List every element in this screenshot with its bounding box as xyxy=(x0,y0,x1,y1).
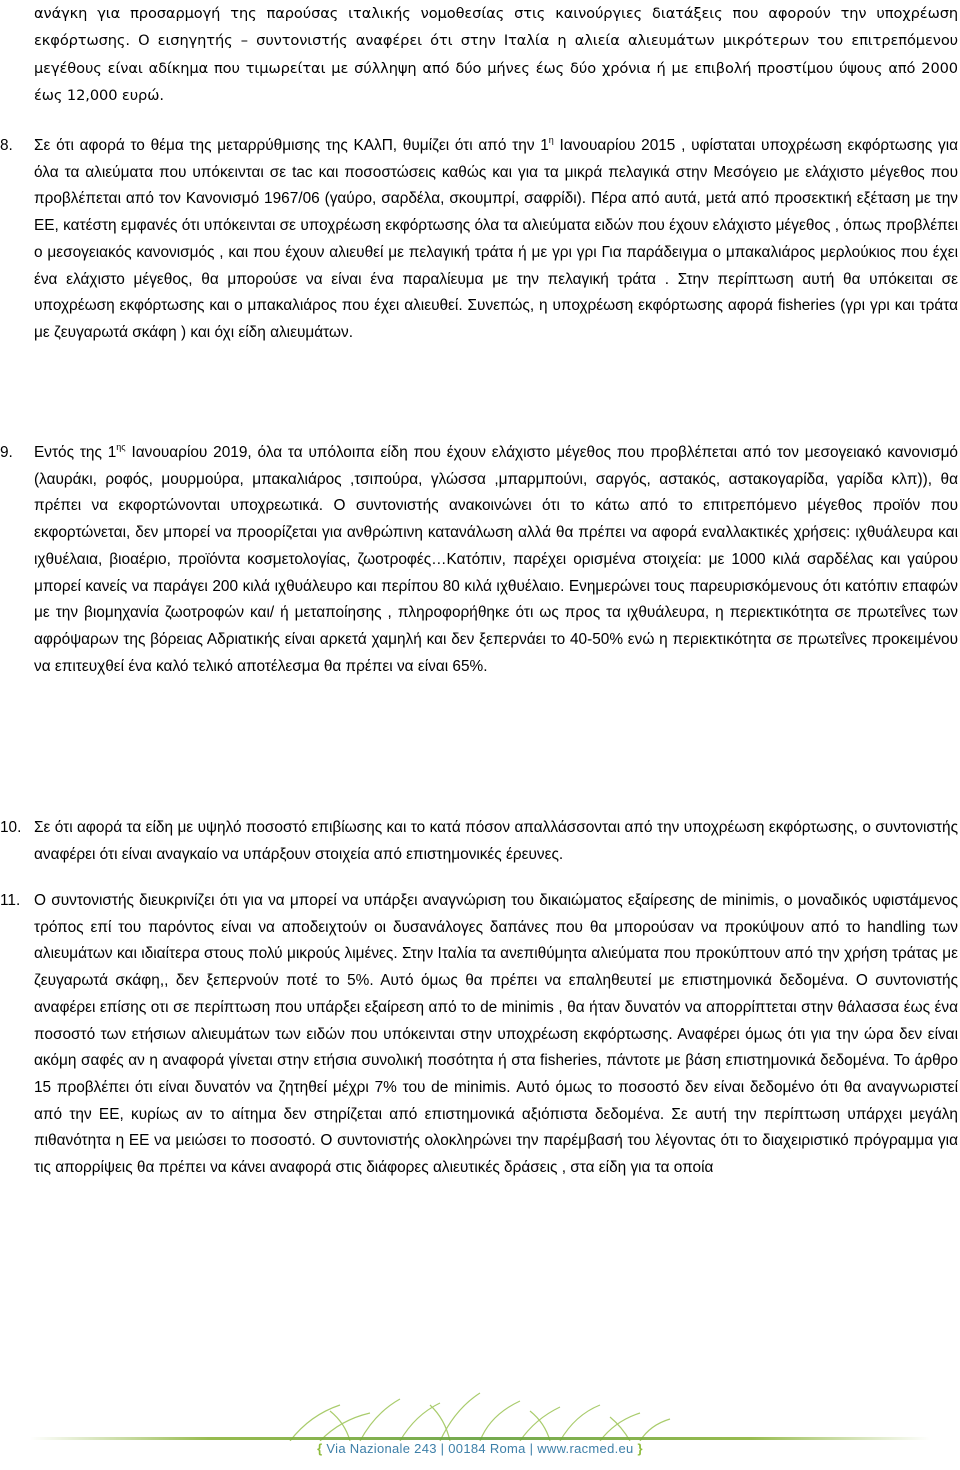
list-item-11 xyxy=(0,888,958,1182)
bracket-open: { xyxy=(317,1441,323,1456)
list-item-9 xyxy=(0,440,958,680)
item-text: Εντός της $1^{\eta\varsigma}$ Ιανουαρίου 2019, όλα τα υπόλοιπα είδη που έχουν ελάχιστο μέγεθος που προβλέπεται από τον μεσογειακό κανονισμό (λαυράκι, ροφός, μουρμούρα, μπακαλιάρος ,τσιπούρα, γλώσσα ,μπαρμπούνι, σαργός, αστακός, αστακογαρίδα, γαρίδα κλπ)), θα πρέπει να εκφορτώνονται υποχρεωτικά. Ο συντονιστής ανακοινώνει ότι το κάτω από το επιτρεπόμενο μέγεθος προϊόν που εκφορτώνεται, δεν μπορεί να προορίζεται για ανθρώπινη κατανάλωση αλλά θα πρέπει να αφορά εναλλακτικές χρήσεις: ιχθυάλευρα και ιχθυέλαια, βιοαέριο, προϊόντα κοσμετολογίας, ζωοτροφές…Κατόπιν, παρέχει ορισμένα στοιχεία: με 1000 κιλά σαρδέλας και γαύρου μπορεί κανείς να παράγει 200 κιλά ιχθυάλευρο και περίπου 80 κιλά ιχθυέλαιο. Ενημερώνει τους παρευρισκόμενους ότι κατόπιν επαφών με την βιομηχανία ζωοτροφών και/ ή μεταποίησης , πληροφορήθηκε ότι ως προς τα ιχθυάλευρα, η περιεκτικότητα σε πρωτεΐνες των αφρόψαρων της βόρειας Αδριατικής είναι αρκετά χαμηλή και δεν ξεπερνάει το 40-50% ενώ η περιεκτικότητα σε πρωτεΐνες προκειμένου να επιτευχθεί ένα καλό τελικό αποτέλεσμα θα πρέπει να είναι 65%. xyxy=(34,441,958,675)
page-footer xyxy=(0,1425,960,1470)
lead-paragraph xyxy=(34,0,958,109)
item-number: 9. xyxy=(0,444,13,461)
list-item-10 xyxy=(0,815,958,868)
item-text: Σε ότι αφορά τα είδη με υψηλό ποσοστό επιβίωσης και το κατά πόσον απαλλάσσονται από την υποχρέωση εκφόρτωσης, ο συντονιστής αναφέρει ότι είναι αναγκαίο να υπάρξουν στοιχεία από επιστημονικές έρευνες. xyxy=(34,819,958,863)
list-item-8 xyxy=(0,133,959,347)
item-number: 10. xyxy=(0,819,22,836)
item-number: 8. xyxy=(0,137,13,154)
bracket-close: } xyxy=(637,1441,643,1456)
item-text: Σε ότι αφορά το θέμα της μεταρρύθμισης της ΚΑλΠ, θυμίζει ότι από την $1^\eta$ Ιανουαρίου 2015 , υφίσταται υποχρέωση εκφόρτωσης για όλα τα αλιεύματα που υπόκεινται σε tac και ποσοστώσεις καθώς και για τα μικρά πελαγικά στην Μεσόγειο με ελάχιστο μέγεθος που προβλέπεται από τον Κανονισμό 1967/06 (γαύρο, σαρδέλα, σκουμπρί, σαφρίδι). Πέρα από αυτά, μετά από προσεκτική εξέταση με την ΕΕ, κατέστη εμφανές ότι υπόκεινται σε υποχρέωση εκφόρτωσης όλα τα αλιεύματα ειδών που έχουν ελάχιστο μέγεθος , όπως προβλέπει ο μεσογειακός κανονισμός , και που έχουν αλιευθεί με πελαγική τράτα ή με γρι γρι Για παράδειγμα ο μπακαλιάρος μερλούκιος που έχει ένα ελάχιστο μέγεθος, θα μπορούσε να είναι ένα παραλίευμα με την πελαγική τράτα . Στην περίπτωση αυτή θα υπόκειται σε υποχρέωση εκφόρτωσης και ο μπακαλιάρος που έχει αλιευθεί. Συνεπώς, η υποχρέωση εκφόρτωσης αφορά fisheries (γρι γρι και τράτα με ζευγαρωτά σκάφη ) και όχι είδη αλιευμάτων. xyxy=(34,134,959,341)
item-text: Ο συντονιστής διευκρινίζει ότι για να μπορεί να υπάρξει αναγνώριση του δικαιώματος εξαίρεσης de minimis, ο μοναδικός υφιστάμενος τρόπος επί του παρόντος είναι να αποδειχτούν οι δυσανάλογες δαπάνες που θα μπορούσαν να προκύψουν από το handling των αλιευμάτων και ιδιαίτερα στους πολύ μικρούς λιμένες. Στην Ιταλία τα ανεπιθύμητα αλιεύματα που προκύπτουν από την χρήση τράτας με ζευγαρωτά σκάφη,, δεν ξεπερνούν ποτέ το 5%. Αυτό όμως θα πρέπει να επαληθευτεί με επιστημονικά δεδομένα. Ο συντονιστής αναφέρει επίσης οτι σε περίπτωση που υπάρξει εξαίρεση από το de minimis , θα ήταν δυνατόν να απορρίπτεται στην θάλασσα έως ένα ποσοστό των ετήσιων αλιευμάτων των ειδών που υπόκεινται στην υποχρέωση εκφόρτωσης. Αναφέρει όμως ότι για την ώρα δεν είναι ακόμη σαφές αν η αναφορά γίνεται στην ετήσια συνολική ποσότητα ή στα fisheries, πάντοτε με βάση επιστημονικά δεδομένα. Το άρθρο 15 προβλέπει ότι είναι δυνατόν να ζητηθεί μέχρι 7% του de minimis. Αυτό όμως το ποσοστό δεν είναι δεδομένο ότι θα αναγνωριστεί από την ΕΕ, κυρίως αν το αίτημα δεν στηρίζεται από επιστημονικά αξιόπιστα δεδομένα. Σε αυτή την περίπτωση υπάρχει μεγάλη πιθανότητα η ΕΕ να μειώσει το ποσοστό. Ο συντονιστής ολοκληρώνει την παρέμβασή του λέγοντας ότι το διαχειριστικό πρόγραμμα για τις απορρίψεις θα πρέπει να κάνει αναφορά στις διάφορες αλιευτικές δράσεις , στα είδη για τα οποία xyxy=(34,892,958,1177)
address-text: Via Nazionale 243 | 00184 Roma | www.racmed.eu xyxy=(326,1441,634,1456)
item-number: 11. xyxy=(0,892,21,909)
footer-divider xyxy=(30,1437,930,1440)
grass-decoration-icon xyxy=(250,1385,710,1441)
lead-text: ανάγκη για προσαρμογή της παρούσας ιταλικής νομοθεσίας στις καινούργιες διατάξεις που αφορούν την υποχρέωση εκφόρτωσης. Ο εισηγητής – συντονιστής αναφέρει ότι στην Ιταλία η αλιεία αλιευμάτων μικρότερων του επιτρεπόμενου μεγέθους είναι αδίκημα που τιμωρείται με σύλληψη από δύο μήνες έως δύο χρόνια ή με επιβολή προστίμου ύψους από 2000 έως 12,000 ευρώ. xyxy=(34,5,958,104)
footer-address xyxy=(0,1441,960,1456)
